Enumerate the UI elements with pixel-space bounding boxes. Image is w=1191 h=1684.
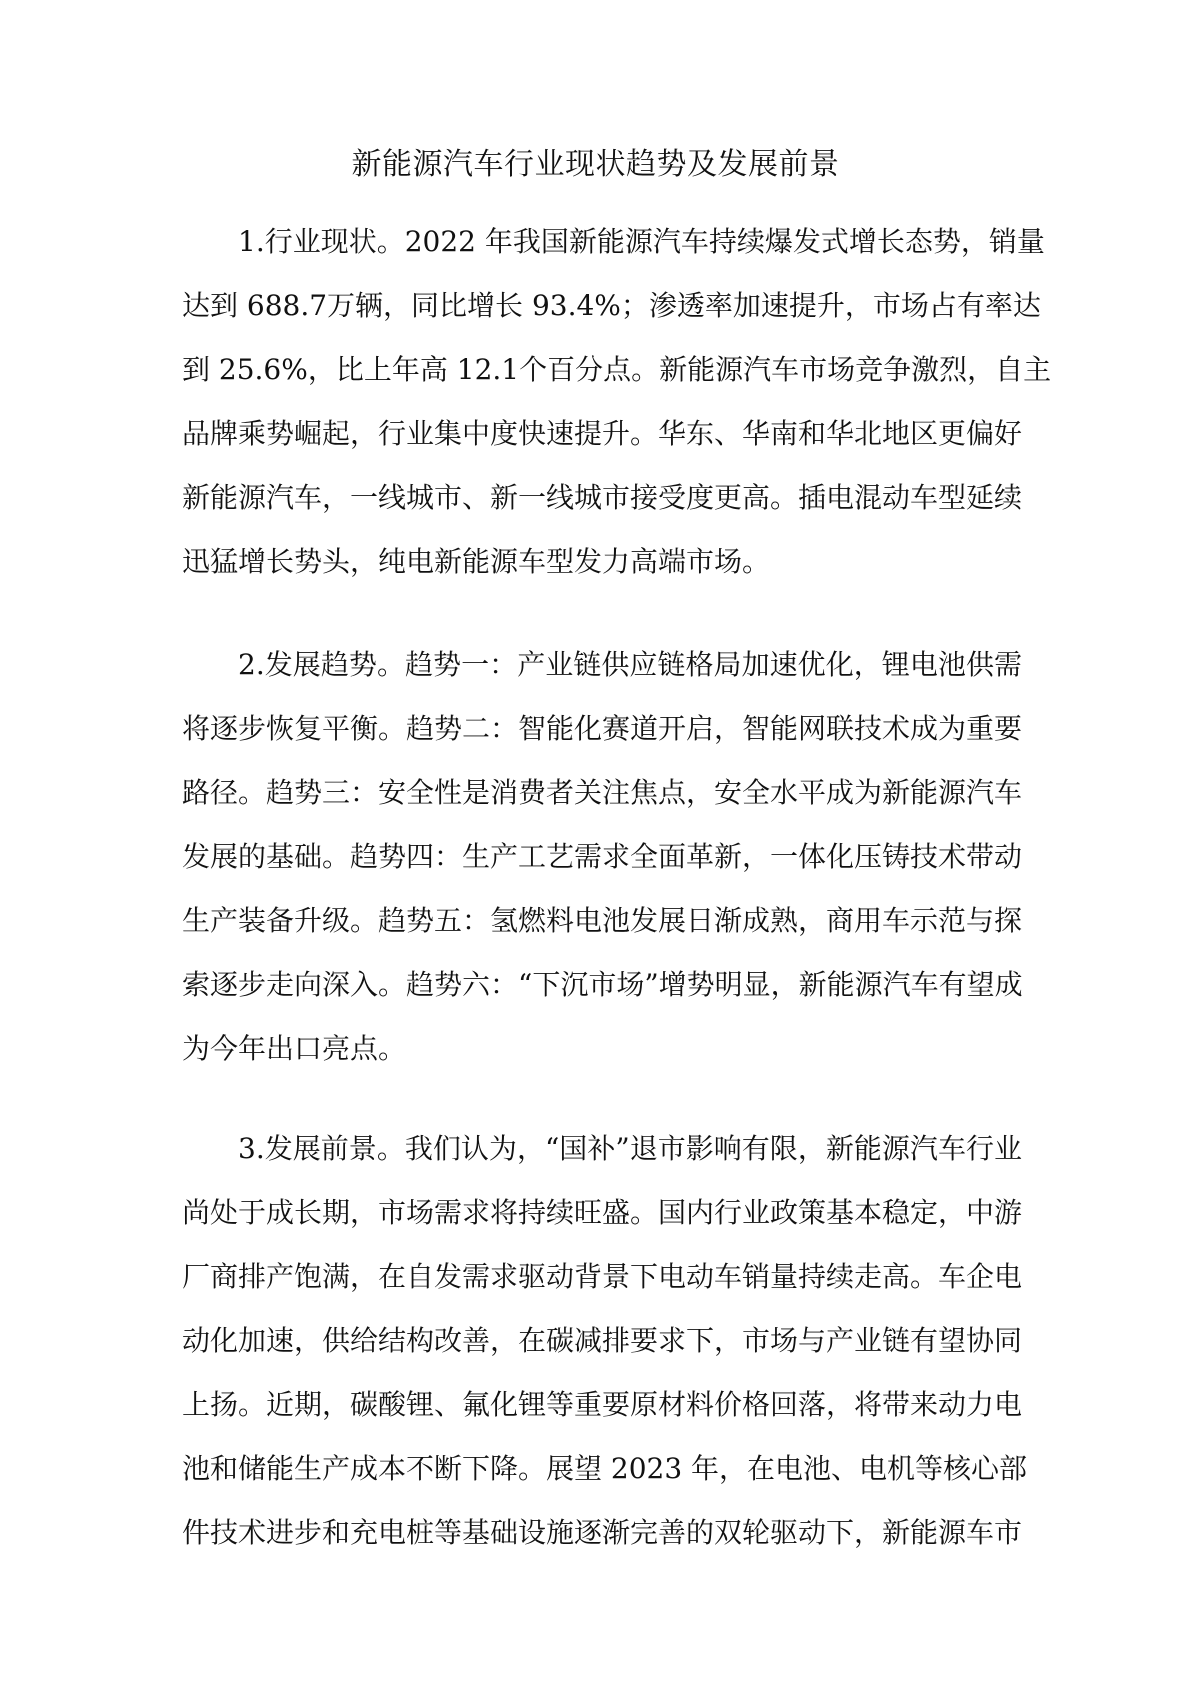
paragraph-industry-status	[182, 210, 1052, 594]
paragraph-development-prospects	[182, 1117, 1028, 1565]
paragraph-line: 达到 688.7万辆，同比增长 93.4%；渗透率加速提升，市场占有率达	[182, 289, 1041, 322]
paragraph-line: 2.发展趋势。趋势一：产业链供应链格局加速优化，锂电池供需	[238, 648, 1022, 681]
paragraph-line: 品牌乘势崛起，行业集中度快速提升。华东、华南和华北地区更偏好	[182, 417, 1023, 450]
paragraph-line: 为今年出口亮点。	[182, 1032, 407, 1065]
paragraph-line: 将逐步恢复平衡。趋势二：智能化赛道开启，智能网联技术成为重要	[182, 712, 1023, 745]
document-title: 新能源汽车行业现状趋势及发展前景	[351, 147, 840, 182]
paragraph-line: 3.发展前景。我们认为，“国补”退市影响有限，新能源汽车行业	[238, 1132, 1022, 1165]
paragraph-line: 厂商排产饱满，在自发需求驱动背景下电动车销量持续走高。车企电	[182, 1260, 1023, 1293]
paragraph-line: 件技术进步和充电桩等基础设施逐渐完善的双轮驱动下，新能源车市	[182, 1516, 1023, 1549]
paragraph-line: 发展的基础。趋势四：生产工艺需求全面革新，一体化压铸技术带动	[182, 840, 1023, 873]
paragraph-line: 尚处于成长期，市场需求将持续旺盛。国内行业政策基本稳定，中游	[182, 1196, 1023, 1229]
paragraph-line: 动化加速，供给结构改善，在碳减排要求下，市场与产业链有望协同	[182, 1324, 1023, 1357]
paragraph-line: 1.行业现状。2022 年我国新能源汽车持续爆发式增长态势，销量	[238, 225, 1045, 258]
paragraph-line: 上扬。近期，碳酸锂、氟化锂等重要原材料价格回落，将带来动力电	[182, 1388, 1023, 1421]
paragraph-line: 索逐步走向深入。趋势六：“下沉市场”增势明显，新能源汽车有望成	[182, 968, 1023, 1001]
paragraph-development-trends	[182, 633, 1022, 1081]
paragraph-line: 生产装备升级。趋势五：氢燃料电池发展日渐成熟，商用车示范与探	[182, 904, 1023, 937]
paragraph-line: 路径。趋势三：安全性是消费者关注焦点，安全水平成为新能源汽车	[182, 776, 1023, 809]
paragraph-line: 到 25.6%，比上年高 12.1个百分点。新能源汽车市场竞争激烈，自主	[182, 353, 1052, 386]
paragraph-line: 迅猛增长势头，纯电新能源车型发力高端市场。	[182, 545, 771, 578]
paragraph-line: 新能源汽车，一线城市、新一线城市接受度更高。插电混动车型延续	[182, 481, 1023, 514]
paragraph-line: 池和储能生产成本不断下降。展望 2023 年，在电池、电机等核心部	[182, 1452, 1028, 1485]
